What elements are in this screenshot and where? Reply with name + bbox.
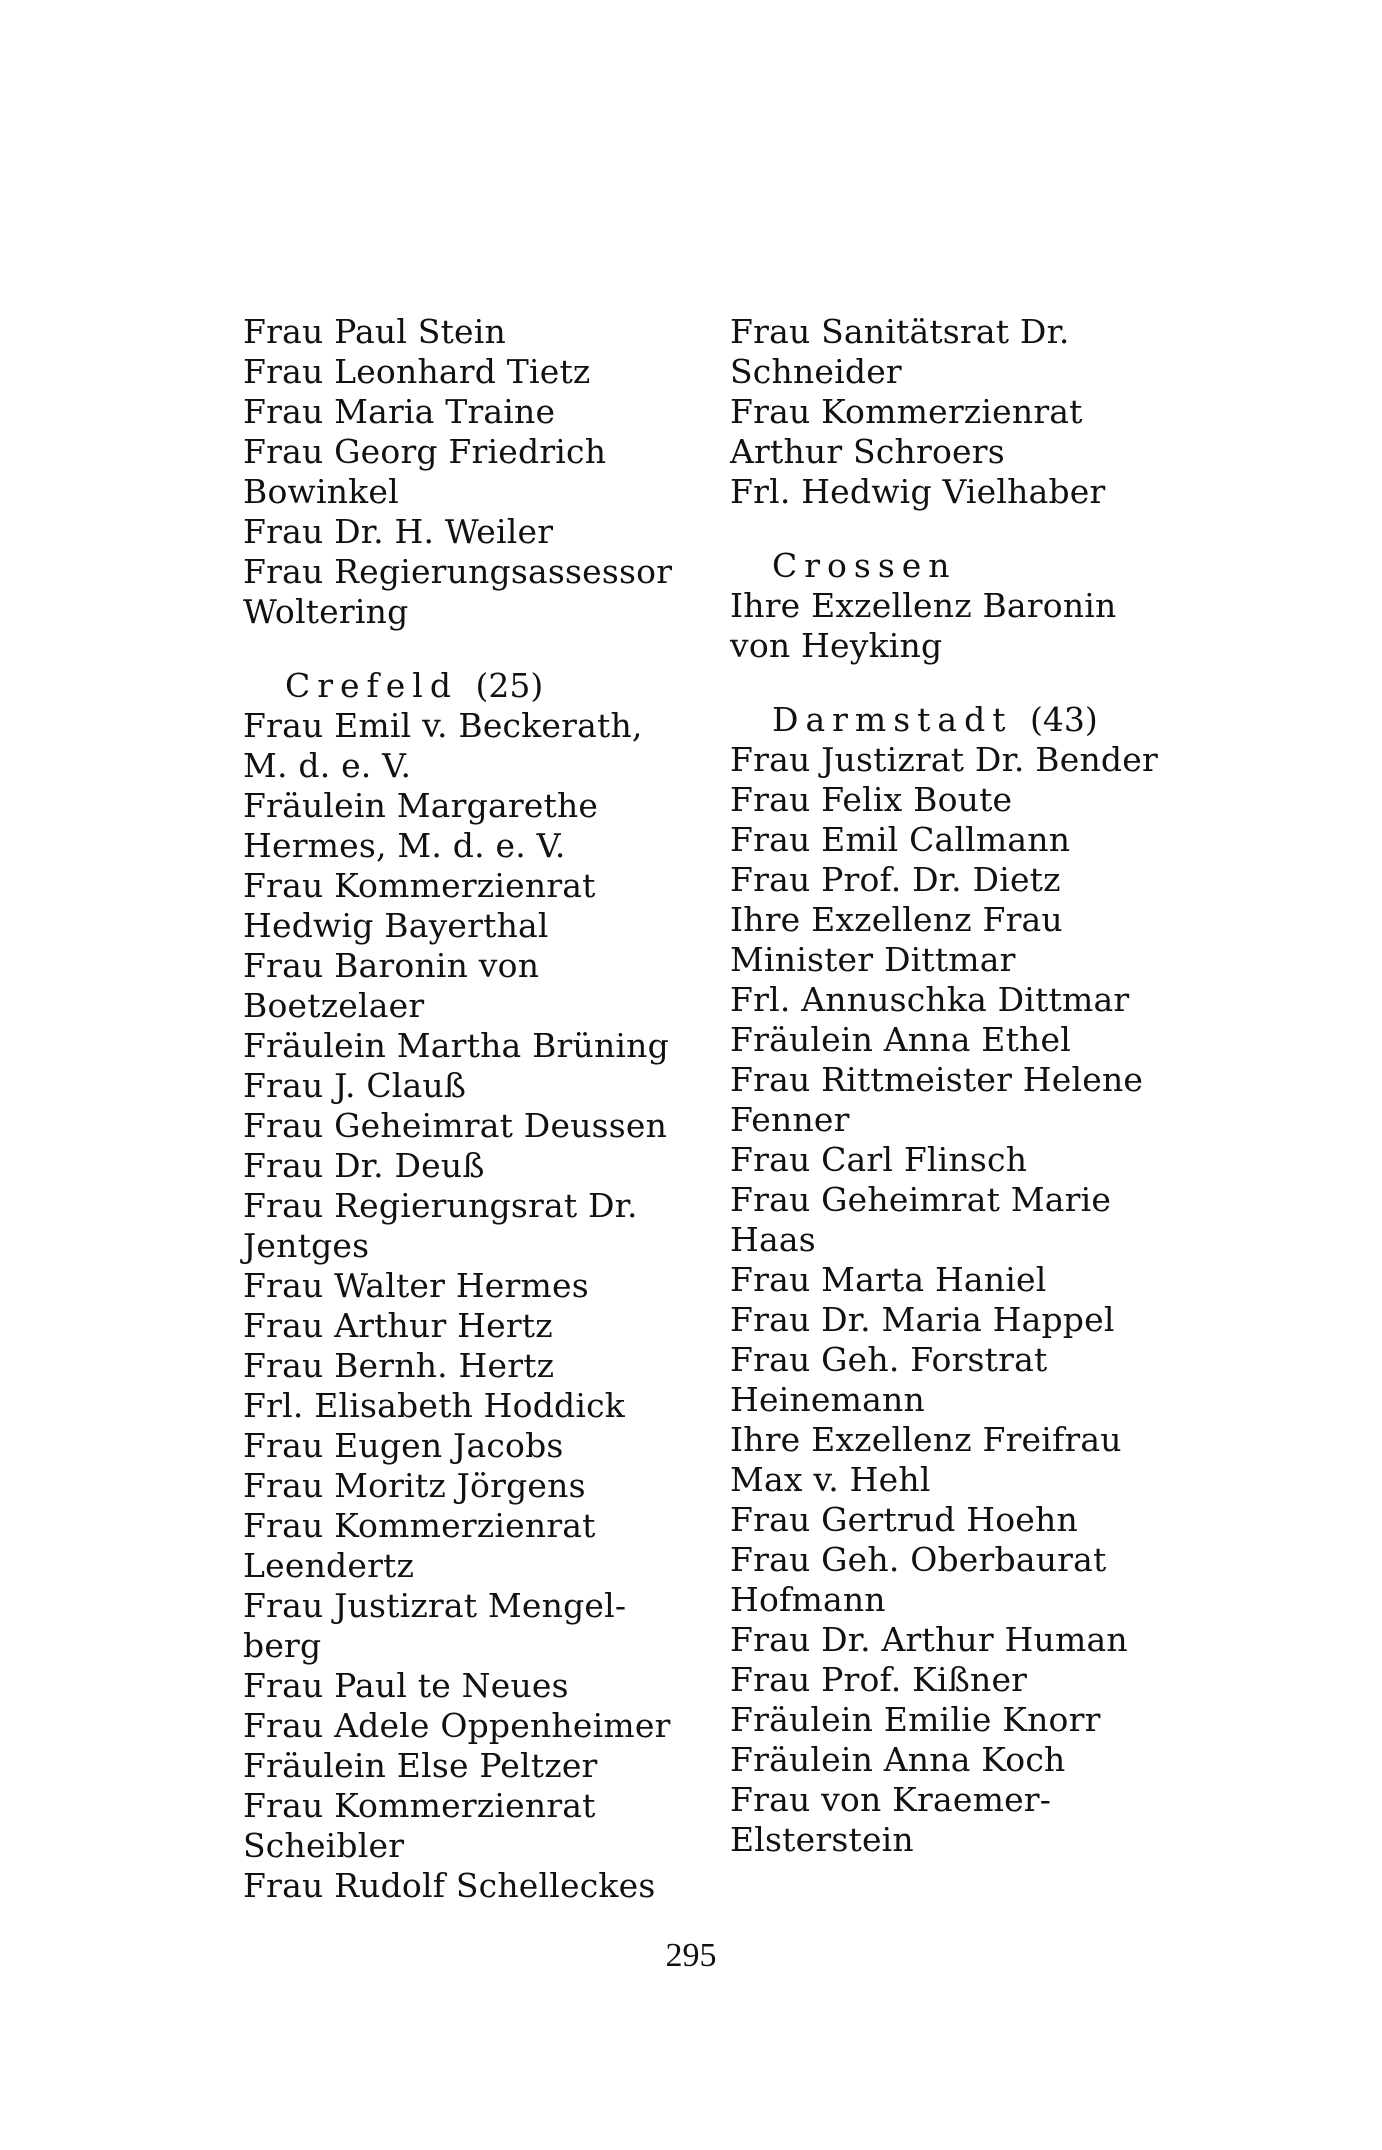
list-entry [243,786,713,866]
list-entry [730,820,1200,860]
entry-line: Fräulein Anna Ethel [730,1020,1071,1059]
entry-line: Frau von Kraemer- [730,1780,1052,1819]
entry-continuation-line: Bowinkel [243,472,399,511]
list-entry [730,1060,1200,1140]
list-entry [730,472,1200,512]
list-entry [243,1706,713,1746]
entry-line: Frau Geheimrat Deussen [243,1106,668,1145]
list-entry [730,740,1200,780]
entry-line: Frau Dr. Arthur Human [730,1620,1128,1659]
entry-line: Frau Geheimrat Marie [730,1180,1112,1219]
entry-continuation-line: Heinemann [730,1380,925,1419]
list-entry [243,512,713,552]
entry-line: Frau Kommerzienrat [730,392,1083,431]
list-entry [730,1420,1200,1500]
entry-line: Frau Gertrud Hoehn [730,1500,1078,1539]
entry-continuation-line: Fenner [730,1100,850,1139]
entry-line: Frau Moritz Jörgens [243,1466,586,1505]
list-entry [730,1540,1200,1620]
entry-line: Fräulein Else Peltzer [243,1746,598,1785]
entry-line: Frau J. Clauß [243,1066,467,1105]
section-heading-crefeld [243,666,713,706]
entry-line: Frau Rudolf Schelleckes [243,1866,656,1905]
list-entry [243,706,713,786]
list-entry [730,312,1200,392]
entry-line: Frau Georg Friedrich [243,432,607,471]
list-entry [243,1586,713,1666]
crefeld-entries [243,706,713,1906]
list-entry [243,946,713,1026]
list-entry [243,1306,713,1346]
entry-continuation-line: Arthur Schroers [730,432,1005,471]
crossen-entries [730,586,1200,666]
entry-line: Frau Emil Callmann [730,820,1071,859]
entry-line: Fräulein Martha Brüning [243,1026,669,1065]
list-entry [243,432,713,512]
list-entry [243,1866,713,1906]
list-entry [730,1740,1200,1780]
list-entry [243,1146,713,1186]
entry-line: Frau Kommerzienrat [243,1506,596,1545]
page-number: 295 [665,1937,717,1974]
entry-line: Frau Felix Boute [730,780,1013,819]
list-entry [730,1180,1200,1260]
entry-line: Frau Justizrat Dr. Bender [730,740,1158,779]
list-entry [243,1066,713,1106]
entry-continuation-line: Scheibler [243,1826,405,1865]
list-entry [730,980,1200,1020]
list-entry [730,586,1200,666]
left-column [243,312,713,1906]
section-count: (43) [1029,700,1098,739]
entry-line: Frau Kommerzienrat [243,866,596,905]
section-name: Darmstadt [772,700,1013,739]
section-heading-crossen [730,546,1200,586]
list-entry [730,1340,1200,1420]
list-entry [243,1386,713,1426]
entry-line: Frau Paul te Neues [243,1666,569,1705]
entry-continuation-line: Leendertz [243,1546,415,1585]
entry-line: Frau Emil v. Beckerath, [243,706,643,745]
entry-line: Fräulein Emilie Knorr [730,1700,1101,1739]
entry-continuation-line: Jentges [243,1226,370,1265]
entry-line: Frau Justizrat Mengel- [243,1586,627,1625]
entry-line: Frau Marta Haniel [730,1260,1047,1299]
entry-continuation-line: Haas [730,1220,816,1259]
list-entry [730,1300,1200,1340]
entry-continuation-line: Woltering [243,592,409,631]
entry-line: Fräulein Margarethe [243,786,599,825]
section-count: (25) [475,666,544,705]
entry-line: Frau Geh. Forstrat [730,1340,1048,1379]
entry-continuation-line: von Heyking [730,626,943,665]
entry-continuation-line: Hedwig Bayerthal [243,906,549,945]
entry-line: Ihre Exzellenz Frau [730,900,1063,939]
list-entry [243,1506,713,1586]
list-entry [730,1260,1200,1300]
list-entry [730,860,1200,900]
entry-line: Ihre Exzellenz Freifrau [730,1420,1122,1459]
list-entry [243,1746,713,1786]
list-entry [730,900,1200,980]
entry-continuation-line: Hermes, M. d. e. V. [243,826,566,865]
list-entry [243,1026,713,1066]
list-entry [730,1700,1200,1740]
entry-line: Frau Dr. Maria Happel [730,1300,1115,1339]
list-entry [243,866,713,946]
entry-line: Frau Paul Stein [243,312,506,351]
list-entry [243,352,713,392]
entry-continuation-line: berg [243,1626,322,1665]
entry-line: Frau Maria Traine [243,392,556,431]
entry-line: Fräulein Anna Koch [730,1740,1066,1779]
entry-line: Frau Regierungsrat Dr. [243,1186,638,1225]
entry-line: Frau Kommerzienrat [243,1786,596,1825]
darmstadt-entries [730,740,1200,1860]
entry-line: Frau Dr. Deuß [243,1146,485,1185]
list-entry [243,1186,713,1266]
list-entry [243,312,713,352]
entry-line: Frau Leonhard Tietz [243,352,591,391]
entry-continuation-line: Minister Dittmar [730,940,1016,979]
entry-line: Frau Adele Oppenheimer [243,1706,671,1745]
entry-line: Frau Eugen Jacobs [243,1426,564,1465]
right-top-entries [730,312,1200,512]
list-entry [730,1020,1200,1060]
list-entry [243,1426,713,1466]
entry-line: Frl. Annuschka Dittmar [730,980,1130,1019]
list-entry [243,1666,713,1706]
section-heading-darmstadt [730,700,1200,740]
entry-continuation-line: Boetzelaer [243,986,425,1025]
section-name: Crefeld [285,666,458,705]
entry-continuation-line: Elsterstein [730,1820,914,1859]
entry-line: Frau Carl Flinsch [730,1140,1028,1179]
list-entry [730,1620,1200,1660]
entry-line: Frau Prof. Dr. Dietz [730,860,1061,899]
entry-continuation-line: Max v. Hehl [730,1460,931,1499]
entry-line: Frau Geh. Oberbaurat [730,1540,1107,1579]
entry-line: Frau Sanitätsrat Dr. [730,312,1070,351]
entry-line: Frau Arthur Hertz [243,1306,553,1345]
entry-line: Frau Rittmeister Helene [730,1060,1144,1099]
entry-line: Frl. Hedwig Vielhaber [730,472,1106,511]
entry-continuation-line: Schneider [730,352,902,391]
left-top-entries [243,312,713,632]
entry-line: Frau Prof. Kißner [730,1660,1028,1699]
list-entry [243,1106,713,1146]
entry-line: Frau Baronin von [243,946,540,985]
list-entry [730,1500,1200,1540]
entry-continuation-line: Hofmann [730,1580,886,1619]
list-entry [243,392,713,432]
list-entry [243,1346,713,1386]
list-entry [243,1266,713,1306]
list-entry [243,552,713,632]
list-entry [730,780,1200,820]
section-name: Crossen [772,546,957,585]
list-entry [730,392,1200,472]
entry-line: Frau Dr. H. Weiler [243,512,554,551]
list-entry [730,1780,1200,1860]
entry-line: Frau Regierungsassessor [243,552,673,591]
list-entry [730,1660,1200,1700]
entry-continuation-line: M. d. e. V. [243,746,412,785]
entry-line: Frau Walter Hermes [243,1266,589,1305]
right-column [730,312,1200,1860]
list-entry [243,1466,713,1506]
list-entry [243,1786,713,1866]
entry-line: Ihre Exzellenz Baronin [730,586,1117,625]
list-entry [730,1140,1200,1180]
entry-line: Frau Bernh. Hertz [243,1346,555,1385]
entry-line: Frl. Elisabeth Hoddick [243,1386,625,1425]
